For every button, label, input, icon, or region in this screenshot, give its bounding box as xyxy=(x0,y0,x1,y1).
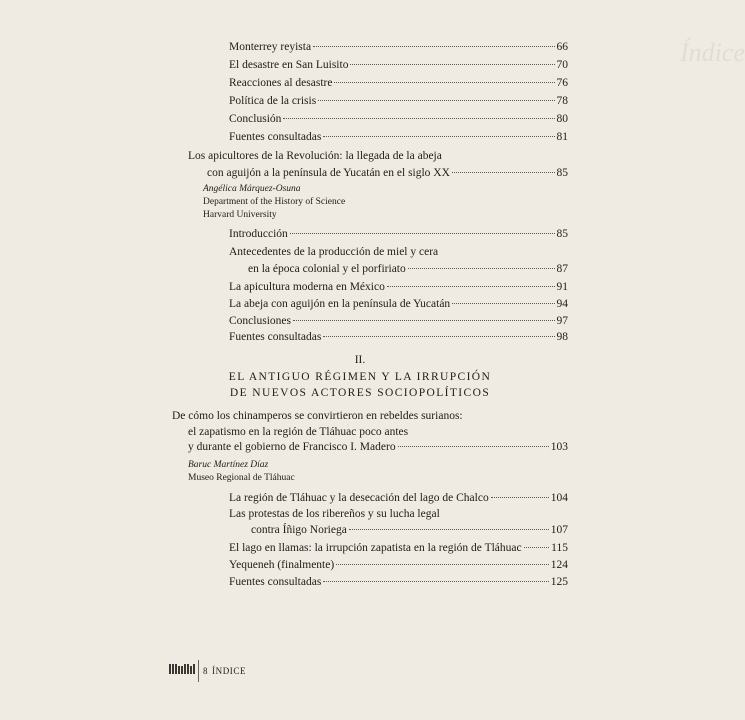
dot-leader xyxy=(387,285,555,287)
toc-entry-title: Fuentes consultadas xyxy=(229,576,322,588)
footer-ornament-icon xyxy=(169,664,195,674)
toc-entry-title: Conclusión xyxy=(229,113,282,125)
section-heading: EL ANTIGUO RÉGIMEN Y LA IRRUPCIÓN xyxy=(228,371,492,383)
toc-entry-title: contra Íñigo Noriega xyxy=(251,524,347,536)
toc-entry[interactable] xyxy=(229,541,568,555)
toc-entry-page: 124 xyxy=(550,559,568,571)
toc-entry[interactable] xyxy=(229,58,568,72)
toc-entry-title: Política de la crisis xyxy=(229,95,317,107)
toc-entry-title: Yequeneh (finalmente) xyxy=(229,559,335,571)
toc-entry-title[interactable]: Las protestas de los ribereños y su lucha legal xyxy=(229,508,440,520)
toc-entry-page: 70 xyxy=(556,59,568,71)
toc-entry-page: 85 xyxy=(556,228,568,240)
toc-entry-page: 91 xyxy=(556,281,568,293)
dot-leader xyxy=(293,319,555,321)
toc-entry-page: 66 xyxy=(556,41,568,53)
toc-entry-page: 115 xyxy=(551,542,568,554)
toc-entry[interactable] xyxy=(229,558,568,572)
dot-leader xyxy=(318,99,554,101)
footer-divider xyxy=(198,660,199,682)
dot-leader xyxy=(336,563,549,565)
chapter-title-text: y durante el gobierno de Francisco I. Madero xyxy=(188,441,396,453)
toc-entry[interactable] xyxy=(229,76,568,90)
toc-entry[interactable] xyxy=(229,330,568,344)
toc-entry-title: Monterrey reyista xyxy=(229,41,312,53)
dot-leader xyxy=(334,81,554,83)
toc-entry-title: Fuentes consultadas xyxy=(229,331,322,343)
chapter-page: 85 xyxy=(556,167,568,179)
toc-entry-page: 94 xyxy=(556,298,568,310)
toc-entry[interactable] xyxy=(229,94,568,108)
toc-entry-page: 104 xyxy=(550,492,568,504)
toc-entry[interactable] xyxy=(251,523,568,537)
chapter-title-line[interactable] xyxy=(188,440,568,454)
dot-leader xyxy=(350,63,554,65)
section-number: II. xyxy=(354,354,366,366)
dot-leader xyxy=(491,496,549,498)
toc-entry-page: 80 xyxy=(556,113,568,125)
toc-entry[interactable] xyxy=(229,575,568,589)
toc-entry-title: La abeja con aguijón en la península de Yucatán xyxy=(229,298,451,310)
dot-leader xyxy=(323,135,554,137)
toc-entry-page: 98 xyxy=(556,331,568,343)
section-heading: DE NUEVOS ACTORES SOCIOPOLÍTICOS xyxy=(229,387,491,399)
toc-entry-title: Reacciones al desastre xyxy=(229,77,333,89)
dot-leader xyxy=(323,335,554,337)
chapter-affiliation: Harvard University xyxy=(203,210,277,220)
chapter-title-line[interactable] xyxy=(207,166,568,180)
chapter-author: Angélica Márquez-Osuna xyxy=(203,184,301,194)
dot-leader xyxy=(290,232,555,234)
chapter-affiliation: Department of the History of Science xyxy=(203,197,346,207)
dot-leader xyxy=(283,117,554,119)
toc-entry-title: en la época colonial y el porfiriato xyxy=(248,263,406,275)
dot-leader xyxy=(452,171,555,173)
toc-entry-page: 78 xyxy=(556,95,568,107)
toc-entry-page: 125 xyxy=(550,576,568,588)
toc-entry-title: Fuentes consultadas xyxy=(229,131,322,143)
toc-entry[interactable] xyxy=(248,262,568,276)
chapter-affiliation: Museo Regional de Tláhuac xyxy=(188,473,295,483)
toc-entry-title: Conclusiones xyxy=(229,315,291,327)
toc-entry-title: Introducción xyxy=(229,228,288,240)
toc-entry-title: El desastre en San Luisito xyxy=(229,59,349,71)
toc-entry[interactable] xyxy=(229,297,568,311)
dot-leader xyxy=(313,45,554,47)
toc-entry[interactable] xyxy=(229,40,568,54)
dot-leader xyxy=(323,580,548,582)
chapter-title-line[interactable]: el zapatismo en la región de Tláhuac poco antes xyxy=(188,426,409,438)
toc-entry-title[interactable]: Antecedentes de la producción de miel y cera xyxy=(229,246,439,258)
bleed-through-title: Índice xyxy=(680,38,745,67)
toc-entry[interactable] xyxy=(229,130,568,144)
dot-leader xyxy=(408,267,555,269)
chapter-title-line[interactable]: De cómo los chinamperos se convirtieron en rebeldes surianos: xyxy=(172,410,463,422)
toc-entry[interactable] xyxy=(229,314,568,328)
dot-leader xyxy=(524,546,550,548)
chapter-title-line[interactable]: Los apicultores de la Revolución: la llegada de la abeja xyxy=(188,150,442,162)
toc-entry[interactable] xyxy=(229,112,568,126)
dot-leader xyxy=(398,445,549,447)
toc-entry-title: La región de Tláhuac y la desecación del lago de Chalco xyxy=(229,492,489,504)
toc-entry-title: El lago en llamas: la irrupción zapatista en la región de Tláhuac xyxy=(229,542,522,554)
toc-entry-page: 81 xyxy=(556,131,568,143)
dot-leader xyxy=(452,302,554,304)
toc-entry-page: 87 xyxy=(556,263,568,275)
chapter-author: Baruc Martínez Díaz xyxy=(188,460,269,470)
toc-entry-title: La apicultura moderna en México xyxy=(229,281,385,293)
page-number: 8 xyxy=(203,666,208,676)
toc-entry[interactable] xyxy=(229,280,568,294)
toc-entry[interactable] xyxy=(229,227,568,241)
toc-entry-page: 76 xyxy=(556,77,568,89)
chapter-title-text: con aguijón a la península de Yucatán en el siglo XX xyxy=(207,167,450,179)
toc-entry[interactable] xyxy=(229,491,568,505)
toc-entry-page: 97 xyxy=(556,315,568,327)
chapter-page: 103 xyxy=(550,441,568,453)
dot-leader xyxy=(349,528,549,530)
toc-entry-page: 107 xyxy=(550,524,568,536)
running-footer-label: ÍNDICE xyxy=(212,666,247,676)
